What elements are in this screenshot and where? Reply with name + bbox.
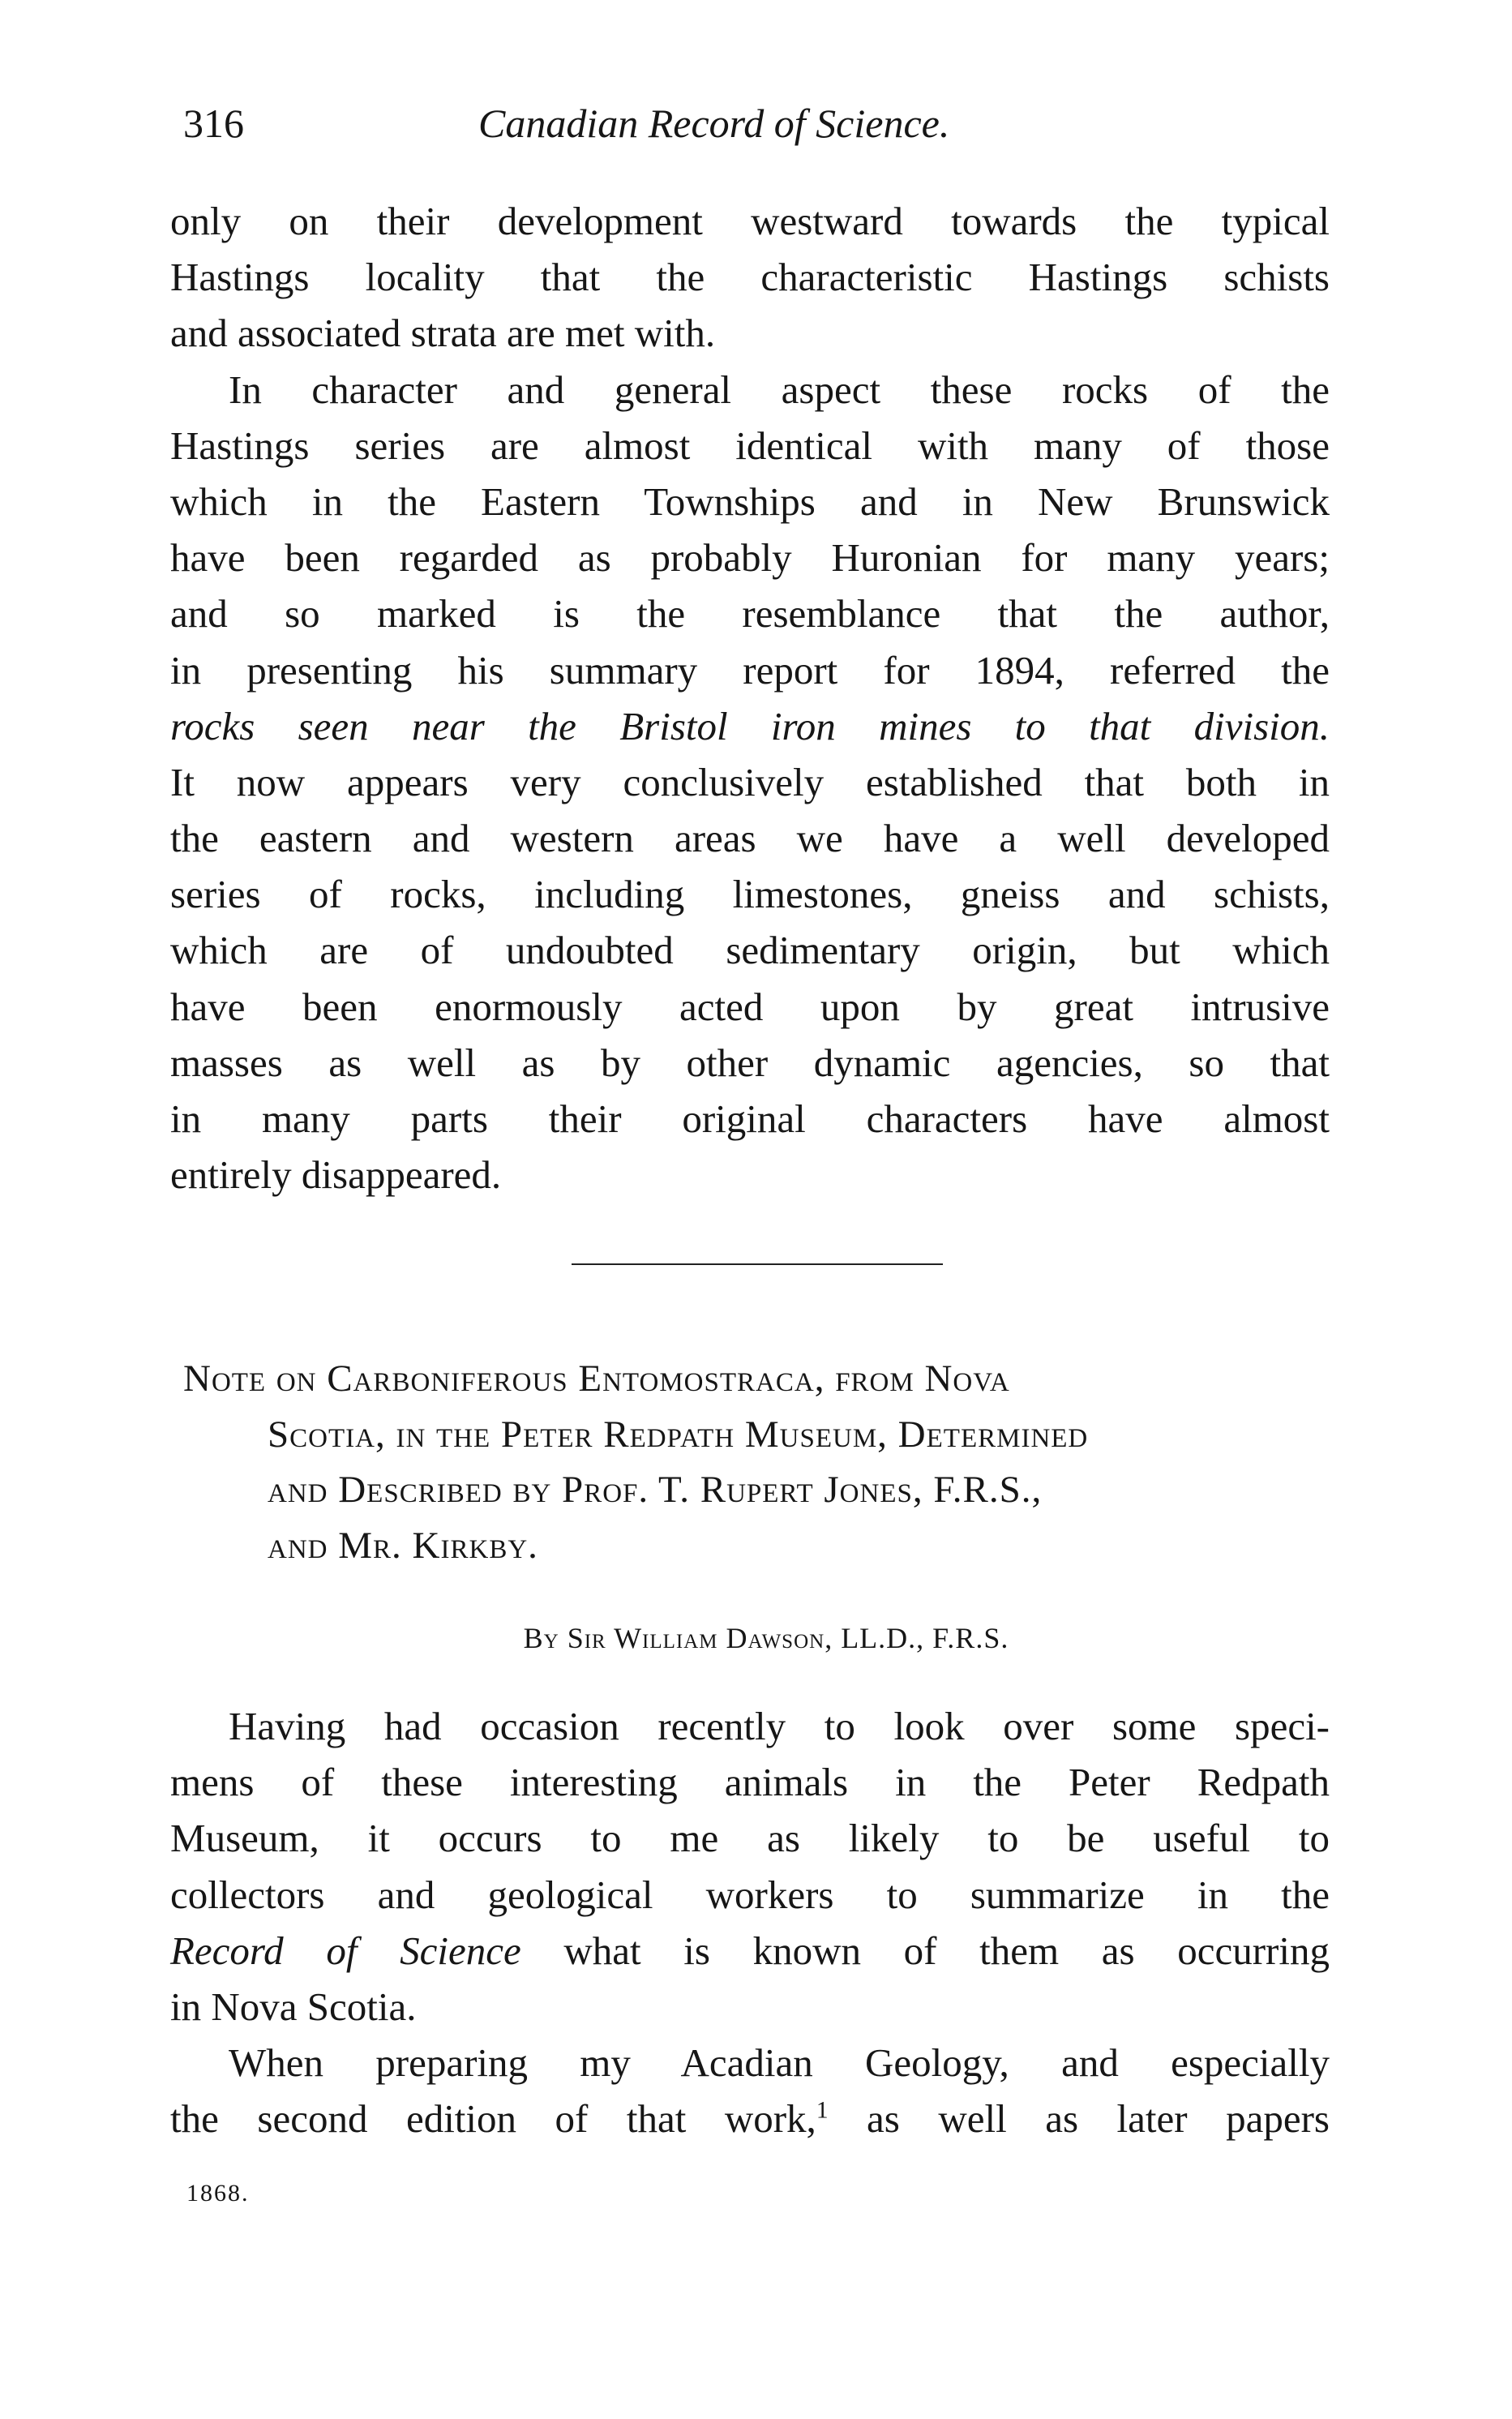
text-line: in presenting his summary report for 1894, referred the [170, 647, 1330, 693]
text-line: mens of these interesting animals in the Peter Redpath [170, 1760, 1330, 1805]
text-line: masses as well as by other dynamic agencies, so that [170, 1040, 1330, 1085]
journal-title: Canadian Record of Science. [478, 101, 950, 146]
text-line: have been enormously acted upon by great intrusive [170, 984, 1330, 1029]
text-line: Hastings series are almost identical with many of those [170, 422, 1330, 468]
text-line: and associated strata are met with. [170, 311, 716, 356]
text-line: collectors and geological workers to summarize in the [170, 1872, 1330, 1917]
text-line: which are of undoubted sedimentary origin, but which [170, 928, 1330, 973]
footnote [186, 2173, 250, 2214]
text-line: Museum, it occurs to me as likely to be useful to [170, 1816, 1330, 1861]
text-line: only on their development westward towards the typical [170, 199, 1330, 243]
text-fragment: what is known of them as occurring [520, 1928, 1330, 1973]
text-line [170, 1923, 1330, 1979]
text-line: have been regarded as probably Huronian for many years; [170, 535, 1330, 581]
journal-reference: Record of Science [170, 1928, 521, 1973]
text-line: Having had occasion recently to look over some speci- [229, 1704, 1330, 1748]
title-line: Scotia, in the Peter Redpath Museum, Determined [268, 1413, 1089, 1456]
title-line: and Described by Prof. T. Rupert Jones, F.R.S., [268, 1469, 1043, 1512]
text-line: Hastings locality that the characteristic Hastings schists [170, 255, 1330, 300]
text-line: which in the Eastern Townships and in New Brunswick [170, 478, 1330, 524]
author-byline: By Sir William Dawson, LL.D., F.R.S. [523, 1622, 1009, 1654]
text-line: in many parts their original characters have almost [170, 1096, 1330, 1141]
section-divider [572, 1263, 943, 1265]
footnote-marker: 1 [816, 2097, 829, 2124]
text-line: When preparing my Acadian Geology, and especially [229, 2040, 1330, 2086]
article-body [170, 1698, 1330, 2147]
article-title [183, 1351, 1330, 1573]
text-fragment: as well as later papers [867, 2096, 1330, 2142]
text-line: and so marked is the resemblance that the author, [170, 591, 1330, 637]
text-line: in Nova Scotia. [170, 1984, 417, 2029]
title-line: Note on Carboniferous Entomostraca, from Nova [183, 1357, 1010, 1400]
text-line: rocks seen near the Bristol iron mines to that division. [170, 703, 1330, 748]
text-fragment: the second edition of that work, [170, 2096, 816, 2142]
text-line: entirely disappeared. [170, 1152, 502, 1198]
text-line: It now appears very conclusively established that both in [170, 759, 1330, 804]
text-line [170, 2091, 1330, 2147]
text-line: the eastern and western areas we have a well developed [170, 816, 1330, 861]
text-line: series of rocks, including limestones, gneiss and schists, [170, 872, 1330, 917]
continued-paragraphs [170, 193, 1330, 1203]
title-line: and Mr. Kirkby. [268, 1524, 538, 1567]
footnote-text: 1868. [186, 2180, 250, 2207]
running-head [170, 91, 1330, 156]
text-line: In character and general aspect these rocks of the [229, 367, 1330, 412]
page-number: 316 [183, 101, 244, 146]
